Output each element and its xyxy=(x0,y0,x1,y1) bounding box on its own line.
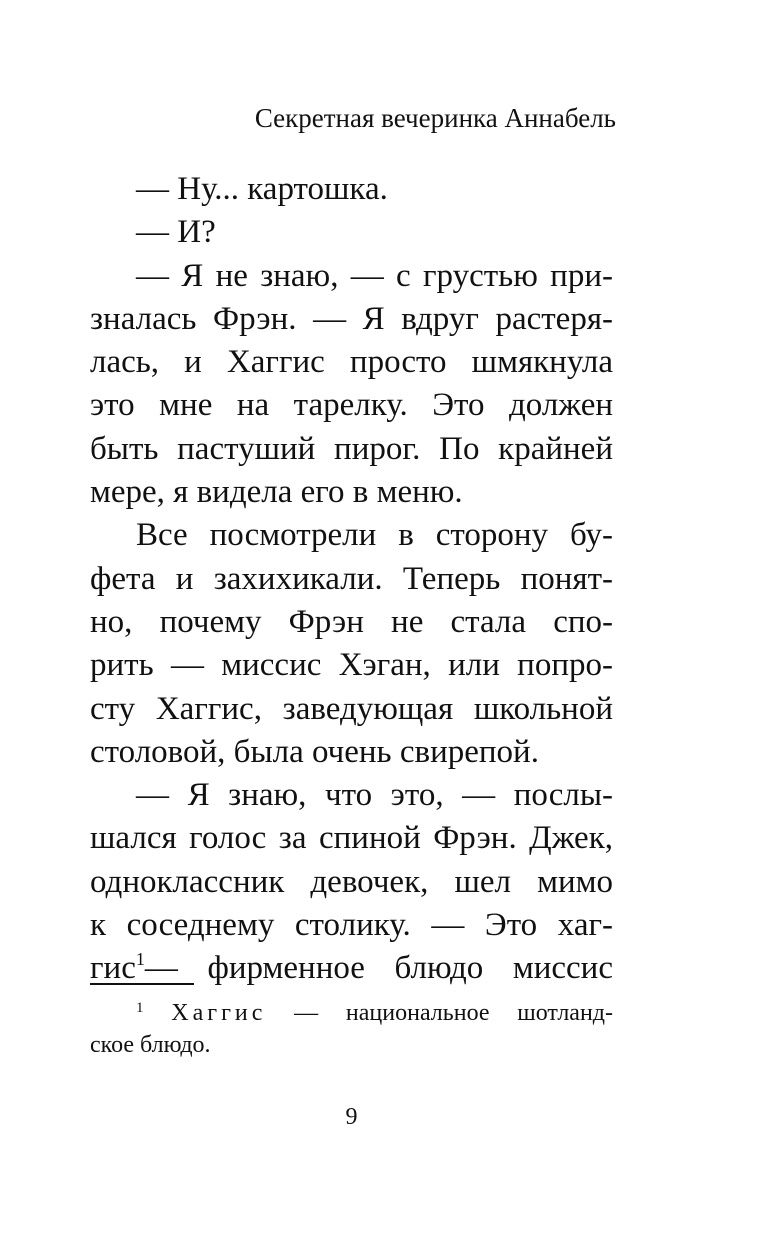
text-line: мере, я видела его в меню. xyxy=(90,474,463,511)
text-line: — Ну... картошка. xyxy=(136,171,388,207)
text-fragment: — фирменное блюдо миссис xyxy=(144,950,613,987)
page-number: 9 xyxy=(345,1104,358,1130)
running-head: Секретная вечеринка Аннабель xyxy=(254,103,616,133)
text-line: шался голос за спиной Фрэн. Джек, xyxy=(90,820,613,857)
text-line: лась, и Хаггис просто шмякнула xyxy=(90,344,613,381)
text-line: столовой, была очень свирепой. xyxy=(90,733,539,770)
footnote xyxy=(90,997,613,1061)
body-text xyxy=(90,168,613,991)
text-line: — И? xyxy=(136,214,216,251)
footnote-line: ское блюдо. xyxy=(90,1032,211,1058)
text-line: — Я знаю, что это, — послы- xyxy=(136,777,613,814)
footnote-line xyxy=(90,997,613,1029)
text-line: это мне на тарелку. Это должен xyxy=(90,387,613,424)
text-fragment: гис xyxy=(90,950,136,987)
text-line: рить — миссис Хэган, или попро- xyxy=(90,647,613,684)
text-line: зналась Фрэн. — Я вдруг растеря- xyxy=(90,300,613,337)
text-line: одноклассник девочек, шел мимо xyxy=(90,863,613,900)
footnote-divider xyxy=(90,983,194,985)
footnote-term: Хаггис xyxy=(171,1000,267,1026)
text-line: — Я не знаю, — с грустью при- xyxy=(136,257,613,294)
footnote-number: 1 xyxy=(136,1000,144,1016)
footnote-text: — национальное шотланд- xyxy=(266,1000,613,1026)
text-line: сту Хаггис, заведующая школьной xyxy=(90,690,613,727)
text-line: к соседнему столику. — Это хаг- xyxy=(90,907,613,944)
text-line: фета и захихикали. Теперь понят- xyxy=(90,560,613,597)
text-line: Все посмотрели в сторону бу- xyxy=(136,517,613,554)
footnote-reference: 1 xyxy=(135,949,145,970)
text-line: но, почему Фрэн не стала спо- xyxy=(90,603,613,640)
text-line: быть пастуший пирог. По крайней xyxy=(90,430,613,467)
